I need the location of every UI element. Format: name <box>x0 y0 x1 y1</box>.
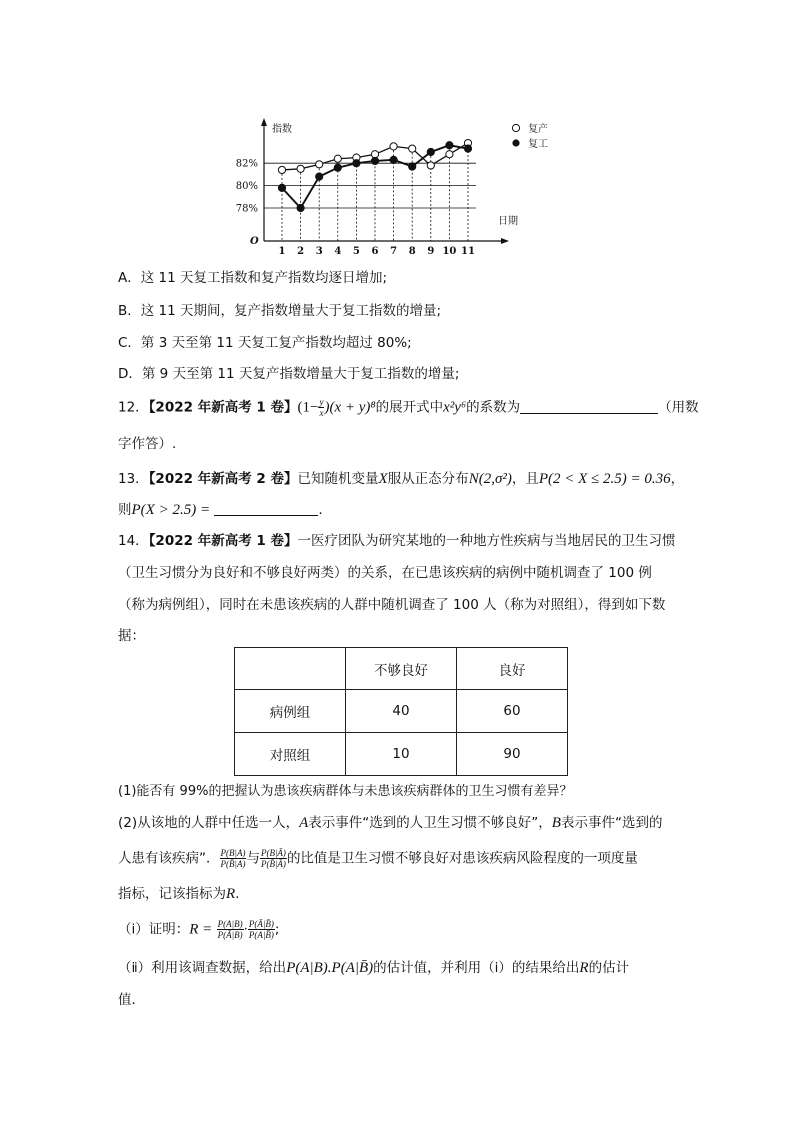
q14-sub2-expr: P(A|B).P(A|B̄) <box>286 960 374 976</box>
table-header-cell <box>235 648 346 690</box>
q14-line3: （称为病例组），同时在未患该疾病的人群中随机调查了 100 人（称为对照组），得到如下数 <box>118 597 666 613</box>
legend-marker-fuchan <box>512 124 519 131</box>
q14-sub2-R: R <box>579 960 589 976</box>
frac1-den: P(B̄|A) <box>220 859 246 869</box>
q14-part2-line2-a: 人患有该疾病”． <box>118 850 220 867</box>
q12-number: 12． <box>118 399 149 416</box>
q13-var: X <box>378 471 388 487</box>
q14-part2-A: A <box>299 815 309 831</box>
fugong-point-10 <box>446 142 453 149</box>
q12-frac-num: y <box>319 397 324 407</box>
q14-sub2-line2: 值． <box>118 992 145 1008</box>
option-c: C．第 3 天至第 11 天复工复产指数均超过 80%; <box>118 335 412 351</box>
y-tick-label: 82% <box>235 158 258 170</box>
table-header-row <box>235 648 568 690</box>
question-14 <box>118 531 676 551</box>
legend-label-fugong: 复工 <box>528 139 548 150</box>
legend-label-fuchan: 复产 <box>528 124 548 135</box>
q14-line1: 一医疗团队为研究某地的一种地方性疾病与当地居民的卫生习惯 <box>297 533 676 549</box>
q14-sub2-a: （ⅱ）利用该调查数据，给出 <box>118 960 287 976</box>
ratio-fraction-1 <box>220 848 247 869</box>
x-tick-label: 10 <box>442 246 457 257</box>
q12-expr-post: )(x + y)⁸ <box>324 399 376 416</box>
x-tick-label: 3 <box>315 246 323 257</box>
ratio-fraction-3 <box>217 919 244 940</box>
q13-number: 13． <box>118 471 149 487</box>
table-cell: 90 <box>457 733 568 776</box>
frac3-den: P(Ā|B) <box>217 930 243 940</box>
table-header-cell: 良好 <box>457 648 568 690</box>
question-12 <box>118 397 699 418</box>
fuchan-point-3 <box>316 161 323 168</box>
legend-marker-fugong <box>512 139 519 146</box>
fugong-point-11 <box>464 145 471 152</box>
q13-answer-blank[interactable] <box>214 501 318 516</box>
table-cell: 60 <box>457 690 568 733</box>
q12-text2: 的系数为 <box>466 399 521 416</box>
q14-part2-B: B <box>551 815 561 831</box>
fugong-point-5 <box>353 160 360 167</box>
q14-number: 14． <box>118 533 149 549</box>
x-tick-label: 11 <box>461 246 475 257</box>
q14-sub1-end: ; <box>274 921 280 938</box>
q14-part1: (1)能否有 99%的把握认为患该疾病群体与未患该疾病群体的卫生习惯有差异？ <box>118 784 573 799</box>
y-tick-label: 78% <box>235 203 258 215</box>
x-tick-label: 6 <box>371 246 379 257</box>
q12-line2: 字作答）. <box>118 436 177 452</box>
frac2-den: P(B̄|Ā) <box>260 859 286 869</box>
option-d: D．第 9 天至第 11 天复产指数增量大于复工指数的增量; <box>118 366 460 382</box>
y-axis-arrow <box>261 118 267 126</box>
q14-sub1-a: （ⅰ）证明： <box>118 921 190 938</box>
frac4-num: P(Ā|B̄) <box>248 919 274 929</box>
q12-expr-pre: (1− <box>297 399 319 416</box>
q14-part2-a: (2)从该地的人群中任选一人， <box>118 815 300 831</box>
fugong-point-3 <box>316 173 323 180</box>
fuchan-point-2 <box>297 165 304 172</box>
x-tick-label: 7 <box>390 246 398 257</box>
table-header-cell: 不够良好 <box>346 648 457 690</box>
x-axis-label: 日期 <box>498 216 518 227</box>
q13-line2 <box>118 500 323 520</box>
fuchan-point-6 <box>371 151 378 158</box>
option-a: A．这 11 天复工指数和复产指数均逐日增加; <box>118 270 388 286</box>
x-tick-label: 8 <box>408 246 416 257</box>
q14-part2-line2-b: 与 <box>246 850 260 867</box>
fuchan-point-4 <box>334 155 341 162</box>
q12-text3: （用数 <box>658 399 699 416</box>
fugong-point-7 <box>390 156 397 163</box>
fuchan-point-1 <box>278 166 285 173</box>
option-b: B．这 11 天期间，复产指数增量大于复工指数的增量; <box>118 303 442 319</box>
x-tick-label: 2 <box>297 246 305 257</box>
q14-line4: 据： <box>118 628 145 644</box>
x-tick-label: 5 <box>352 246 360 257</box>
frac4-den: P(A|B̄) <box>248 930 274 940</box>
frac2-num: P(B|Ā) <box>260 848 286 858</box>
x-tick-label: 4 <box>334 246 342 257</box>
q12-answer-blank[interactable] <box>520 399 658 414</box>
q13-prob: P(2 < X ≤ 2.5) = 0.36 <box>538 471 671 487</box>
fuchan-point-10 <box>446 151 453 158</box>
x-tick-label: 9 <box>427 246 435 257</box>
q13-text3: ，且 <box>511 471 539 487</box>
fugong-point-9 <box>427 148 434 155</box>
q12-source: 【2022 年新高考 1 卷】 <box>148 399 298 416</box>
q13-line2-end: . <box>318 502 323 518</box>
q14-part2-line1 <box>118 813 662 833</box>
x-tick-label: 1 <box>278 246 286 257</box>
q14-sub1 <box>118 919 279 940</box>
fuchan-point-8 <box>409 145 416 152</box>
frac3-num: P(A|B) <box>217 919 243 929</box>
table-cell: 10 <box>346 733 457 776</box>
q14-sub1-dot: · <box>243 921 248 938</box>
q14-part2-line2 <box>118 848 638 869</box>
q12-term: x²y⁶ <box>443 399 467 416</box>
origin-label: O <box>250 236 259 247</box>
fugong-point-8 <box>409 163 416 170</box>
q12-frac-den: x <box>319 408 324 418</box>
table-row <box>235 733 568 776</box>
q14-line2: （卫生习惯分为良好和不够良好两类）的关系，在已患该疾病的病例中随机调查了 100 例 <box>118 565 652 581</box>
q14-part2-c: 表示事件“选到的 <box>560 815 663 831</box>
q14-part2-line3 <box>118 884 239 904</box>
q13-text2: 服从正态分布 <box>387 471 469 487</box>
q13-source: 【2022 年新高考 2 卷】 <box>148 471 298 487</box>
ratio-fraction-2 <box>260 848 287 869</box>
frac1-num: P(B|A) <box>220 848 246 858</box>
question-13 <box>118 469 684 489</box>
q14-part2-line2-c: 的比值是卫生习惯不够良好对患该疾病风险程度的一项度量 <box>286 850 638 867</box>
q14-sub2-b: 的估计值，并利用（ⅰ）的结果给出 <box>373 960 580 976</box>
y-tick-label: 80% <box>235 181 258 193</box>
fuchan-point-7 <box>390 143 397 150</box>
ratio-fraction-4 <box>248 919 275 940</box>
y-axis-label: 指数 <box>272 124 292 135</box>
table-row <box>235 690 568 733</box>
fugong-point-6 <box>371 157 378 164</box>
q14-sub2 <box>118 958 629 978</box>
q14-part2-line3-a: 指标，记该指标为 <box>118 886 226 902</box>
fugong-point-1 <box>278 184 285 191</box>
index-line-chart <box>0 0 794 260</box>
q14-sub2-c: 的估计 <box>588 960 630 976</box>
q12-text1: 的展开式中 <box>375 399 444 416</box>
q13-text1: 已知随机变量 <box>297 471 379 487</box>
table-cell: 病例组 <box>235 690 346 733</box>
q13-text4: ， <box>670 471 685 487</box>
q14-part2-b: 表示事件“选到的人卫生习惯不够良好”， <box>308 815 552 831</box>
q13-line2-expr: P(X > 2.5) = <box>131 502 211 518</box>
q14-part2-R: R <box>226 886 236 902</box>
q13-line2-pre: 则 <box>118 502 132 518</box>
fuchan-point-9 <box>427 162 434 169</box>
q14-source: 【2022 年新高考 1 卷】 <box>148 533 298 549</box>
q14-sub1-R: R = <box>189 921 213 938</box>
data-table <box>234 647 568 776</box>
q14-part2-line3-b: . <box>235 886 240 902</box>
table-cell: 对照组 <box>235 733 346 776</box>
fugong-point-2 <box>297 204 304 211</box>
fugong-point-4 <box>334 164 341 171</box>
q13-dist: N(2,σ²) <box>468 471 512 487</box>
table-cell: 40 <box>346 690 457 733</box>
x-axis-arrow <box>501 238 509 244</box>
